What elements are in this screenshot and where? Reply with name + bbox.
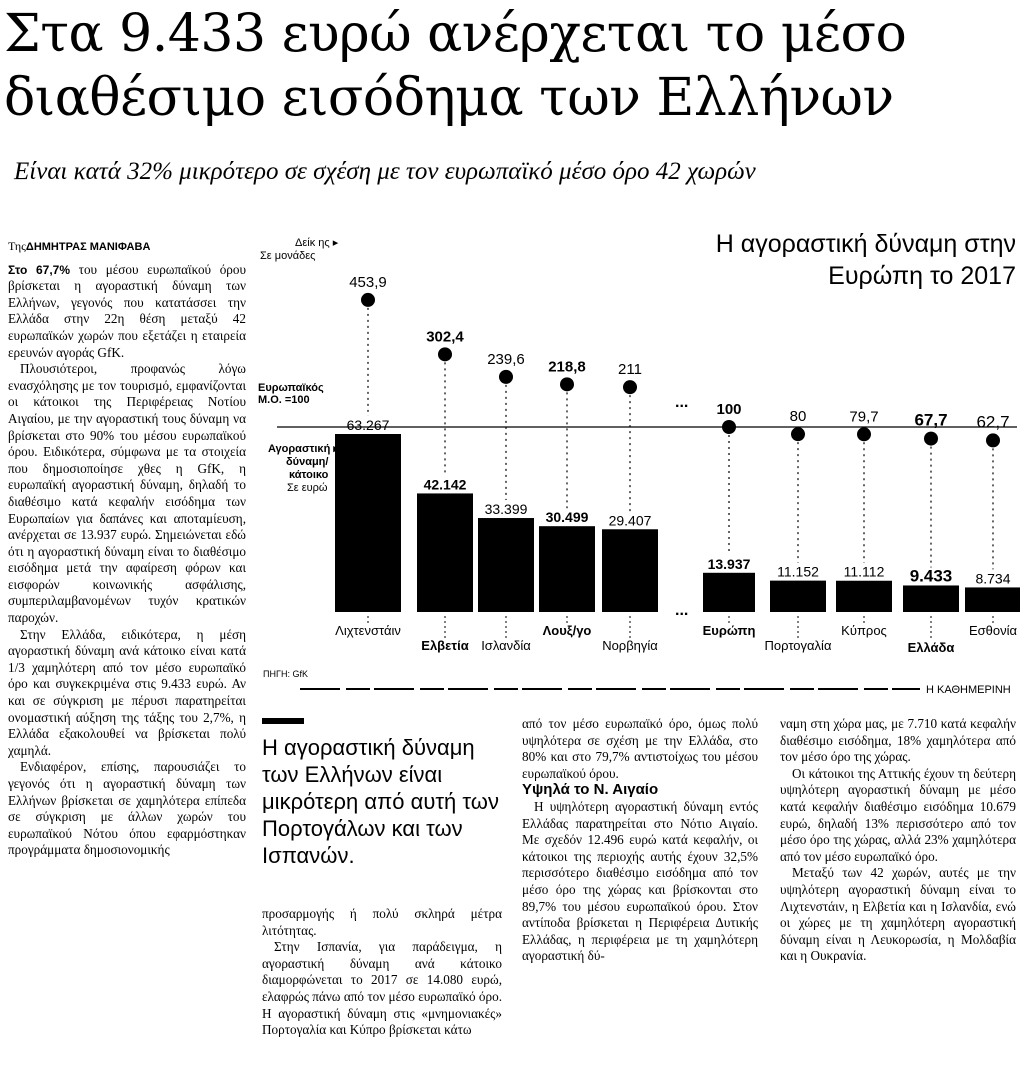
chart-title: Η αγοραστική δύναμη στην Ευρώπη το 2017 <box>715 230 1016 290</box>
euro-value-label: 63.267 <box>346 417 390 433</box>
index-dot <box>924 432 938 446</box>
index-dot <box>560 377 574 391</box>
chart-source: ΠΗΓΗ: GfK <box>263 669 308 679</box>
euro-bar <box>903 585 959 612</box>
article-headline: Στα 9.433 ευρώ ανέρχεται το μέσο διαθέσιμο εισόδημα των Ελλήνων <box>4 4 907 128</box>
pullquote-bar <box>262 718 304 724</box>
euro-value-label: 8.734 <box>975 570 1011 587</box>
article-column-2 <box>262 906 502 1039</box>
index-value-label: 100 <box>716 401 742 418</box>
euro-bar <box>965 587 1020 612</box>
category-label: Πορτογαλία <box>764 638 832 653</box>
paragraph <box>8 262 246 362</box>
article-column-3 <box>522 716 758 965</box>
euro-bar <box>703 573 755 612</box>
paragraph: Πλουσιότεροι, προφανώς λόγω ενασχόλησης με τον τουρισμό, εμφανίζονται οι κάτοικοι της Περιφέρειας Νοτίου Αιγαίου, με την αγοραστική τους δύναμη να βρίσκεται στο 90% του μέσου ευρωπαϊκού όρου. Ειδικότερα, σύμφωνα με τα στοιχεία που δημοσιοποίησε χθες η GfK, η ευρωπαϊκή αγοραστική δύναμη, δηλαδή το διαθέσιμο κατά κεφαλήν εισόδημα των Ευρωπαίων για δαπάνες και αποταμίευση, ανέρχεται σε 13.937 ευρώ. Σημειώνεται εδώ ότι η αγοραστική δύναμη είναι το διαθέσιμο εισόδημα μετά την αφαίρεση φόρων και εισφορών κοινωνικής ασφάλισης, συμπεριλαμβανομένων τυχόν κρατικών παροχών. <box>8 361 246 626</box>
byline-prefix: Της <box>8 239 26 253</box>
index-value-label: 211 <box>618 361 642 379</box>
european-average-value: Μ.Ο. =100 <box>258 394 310 406</box>
euro-bar <box>417 493 473 612</box>
subhead: Υψηλά το Ν. Αιγαίο <box>522 781 659 799</box>
euro-value-label: 30.499 <box>545 509 589 526</box>
index-value-label: 67,7 <box>914 410 948 430</box>
category-label: Ελλάδα <box>907 640 955 655</box>
index-value-label: 80 <box>789 408 807 426</box>
bar-axis-label: κάτοικο <box>289 469 329 481</box>
index-value-label: 239,6 <box>487 350 525 368</box>
index-dot <box>857 427 871 441</box>
bar-axis-label: Αγοραστική ▸ <box>268 443 339 455</box>
byline <box>8 238 246 256</box>
index-value-label: 453,9 <box>349 273 387 291</box>
index-dot <box>623 380 637 394</box>
article-column-4 <box>780 716 1016 965</box>
bar-axis-label: δύναμη/ <box>286 456 329 468</box>
index-dot <box>986 433 1000 447</box>
pullquote: Η αγοραστική δύναμη των Ελλήνων είναι μικρότερη από αυτή των Πορτογάλων και των Ισπανών. <box>262 735 499 868</box>
paragraph: Οι κάτοικοι της Αττικής έχουν τη δεύτερη υψηλότερη αγοραστική δύναμη με μέσο κατά κεφαλήν διαθέσιμο εισόδημα 10.679 ευρώ, δηλαδή 13% περισσότερο από τον μέσο όρο της χώρας, αλλά 23% χαμηλότερα από τον μέσο ευρωπαϊκό όρο. <box>780 765 1016 864</box>
euro-value-label: 33.399 <box>484 501 528 518</box>
byline-name: ΔΗΜΗΤΡΑΣ ΜΑΝΙΦΑΒΑ <box>25 241 151 253</box>
euro-bar <box>539 526 595 612</box>
bar-axis-unit: Σε ευρώ <box>287 482 328 494</box>
index-value-label: 218,8 <box>548 358 586 376</box>
article-column-1 <box>8 238 246 859</box>
index-value-label: 302,4 <box>426 328 464 346</box>
paragraph: από τον μέσο ευρωπαϊκό όρο, όμως πολύ υψηλότερα σε σχέση με την Ελλάδα, στο 80% και στο 79,7% αντιστοίχως του μέσου ευρωπαϊκού όρου. <box>522 716 758 781</box>
publisher-credit: Η ΚΑΘΗΜΕΡΙΝΗ <box>926 684 1011 696</box>
index-dot <box>791 427 805 441</box>
index-value-label: 79,7 <box>849 408 879 426</box>
omitted-countries-ellipsis: ... <box>675 602 689 619</box>
chart-rule <box>300 688 920 690</box>
euro-value-label: 11.152 <box>777 563 819 580</box>
paragraph: Μεταξύ των 42 χωρών, αυτές με την υψηλότερη αγοραστική δύναμη είναι το Λιχτενστάιν, η Ελβετία και η Ισλανδία, ενώ οι χώρες με τη χαμηλότερη αγοραστική δύναμη είναι η Λευκορωσία, η Μολδαβία και η Ουκρανία. <box>780 865 1016 964</box>
index-dot <box>361 293 375 307</box>
category-label: Ισλανδία <box>481 638 531 653</box>
euro-bar <box>478 518 534 612</box>
index-value-label: 62,7 <box>976 412 1010 432</box>
index-dot <box>438 347 452 361</box>
paragraph: Η υψηλότερη αγοραστική δύναμη εντός Ελλάδας παρατηρείται στο Νότιο Αιγαίο. Με σχεδόν 12.496 ευρώ κατά κεφαλήν, οι κάτοικοι της περιοχής αυτής έχουν 32,5% περισσότερο διαθέσιμο εισόδημα από τον μέσο όρο της χώρας και βρίσκονται στο 89,7% του μέσου ευρωπαϊκού όρου. Στον αντίποδα βρίσκεται η Περιφέρεια Δυτικής Ελλάδας, η περιφέρεια με τη χαμηλότερη αγοραστική δύ- <box>522 798 758 964</box>
euro-value-label: 29.407 <box>608 512 652 529</box>
european-average-label: Ευρωπαϊκός <box>258 382 324 394</box>
omitted-countries-ellipsis: ... <box>675 394 689 411</box>
index-axis-unit: Σε μονάδες <box>260 250 316 262</box>
article-subtitle: Είναι κατά 32% μικρότερο σε σχέση με τον ευρωπαϊκό μέσο όρο 42 χωρών <box>14 158 756 185</box>
paragraph: Στην Ισπανία, για παράδειγμα, η αγοραστική δύναμη ανά κάτοικο διαμορφώνεται το 2017 σε 14.080 ευρώ, ελαφρώς πάνω από τον μέσο ευρωπαϊκό όρο. Η αγοραστική δύναμη στις «μνημονιακές» Πορτογαλία και Κύπρο βρίσκεται κάτω <box>262 939 502 1038</box>
euro-bar <box>602 529 658 612</box>
category-label: Λουξ/γο <box>542 623 592 638</box>
paragraph: Ενδιαφέρον, επίσης, παρουσιάζει το γεγονός ότι η αγοραστική δύναμη των Ελλήνων βρίσκεται σε χαμηλότερα επίπεδα σε σύγκριση με άλλων χωρών του ευρωπαϊκού Νότου όπου εφαρμόστηκαν προγράμματα δημοσιονομικής <box>8 759 246 858</box>
category-label: Εσθονία <box>968 623 1018 638</box>
index-axis-label: Δείκ ης ▸ <box>295 237 339 249</box>
euro-value-label: 13.937 <box>707 555 751 572</box>
euro-bar <box>335 434 401 612</box>
paragraph: ναμη στη χώρα μας, με 7.710 κατά κεφαλήν διαθέσιμο εισόδημα, 18% χαμηλότερα από τον μέσο όρο της χώρας. <box>780 716 1016 765</box>
category-label: Λιχτενστάιν <box>335 623 401 638</box>
euro-value-label: 9.433 <box>909 566 953 586</box>
euro-value-label: 42.142 <box>423 476 467 493</box>
category-label: Νορβηγία <box>602 638 658 653</box>
purchasing-power-chart <box>255 222 1020 674</box>
paragraph: Στην Ελλάδα, ειδικότερα, η μέση αγοραστική δύναμη ανά κάτοικο είναι κατά 1/3 χαμηλότερη από τον μέσο ευρωπαϊκό όρο και συγκεκριμένα στις 9.433 ευρώ. Αν και σε σύγκριση με πέρυσι παρατηρείται ονομαστική αύξηση της τάξης του 2,7%, η Ελλάδα εξακολουθεί να βρίσκεται πολύ χαμηλά. <box>8 626 246 758</box>
index-dot <box>499 370 513 384</box>
category-label: Κύπρος <box>841 623 887 638</box>
lead-bold: Στο 67,7% <box>8 262 71 277</box>
paragraph: προσαρμογής ή πολύ σκληρά μέτρα λιτότητας. <box>262 906 502 938</box>
paragraph-text: του μέσου ευρωπαϊκού όρου βρίσκεται η αγοραστική δύναμη των Ελλήνων, γεγονός που κατατάσσει την Ελλάδα στην 22η θέση μεταξύ 42 ευρωπαϊκών χωρών που εξετάζει η εταιρεία ερευνών αγοράς GfK. <box>8 261 246 360</box>
category-label: Ελβετία <box>421 638 469 653</box>
euro-bar <box>770 581 826 612</box>
euro-bar <box>836 581 892 612</box>
euro-value-label: 11.112 <box>843 563 885 580</box>
category-label: Ευρώπη <box>702 623 756 638</box>
